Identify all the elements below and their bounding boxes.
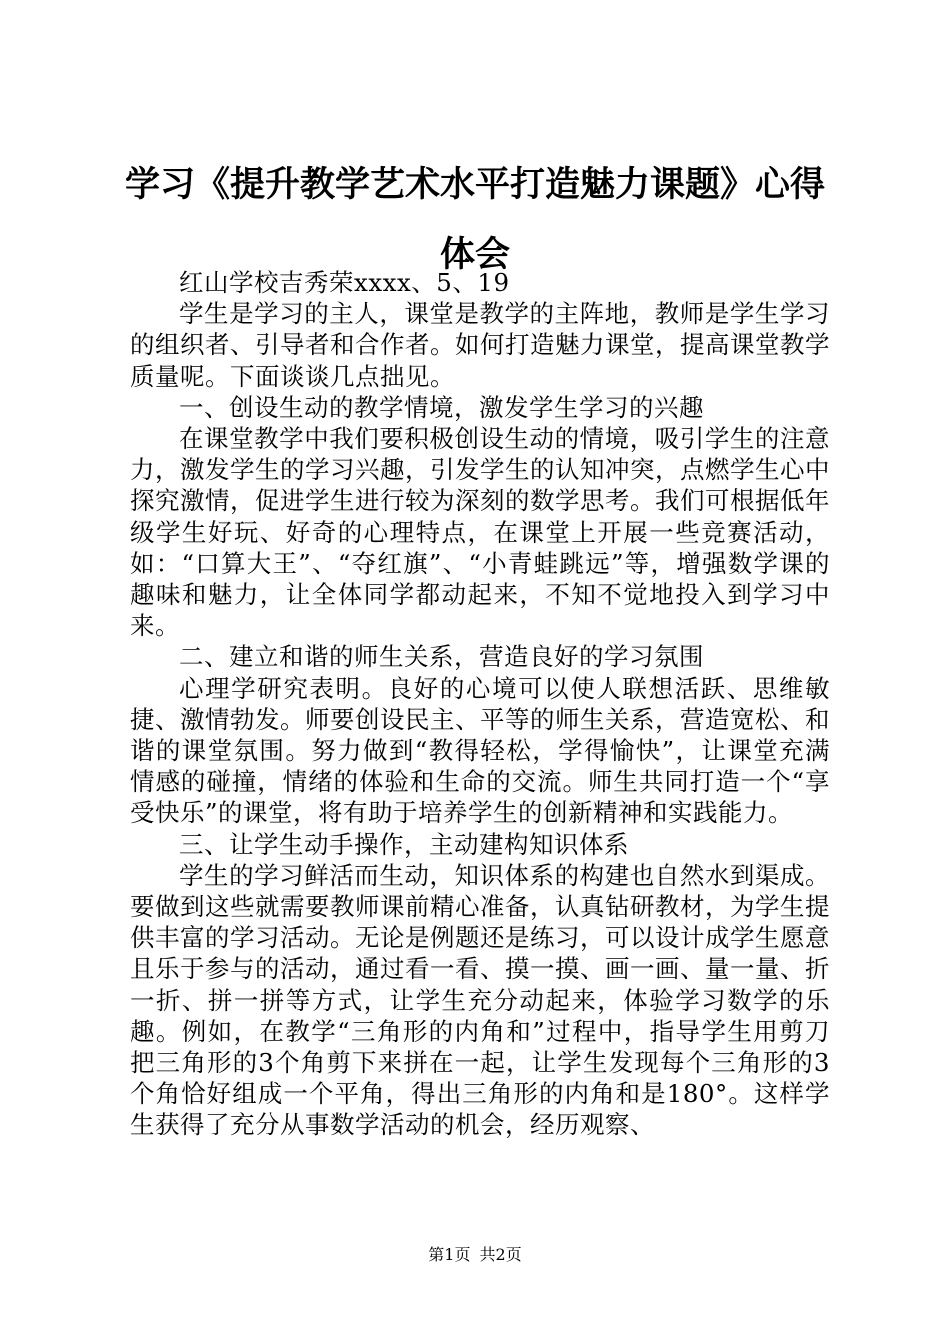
section-paragraph-2: 心理学研究表明。良好的心境可以使人联想活跃、思维敏捷、激情勃发。师要创设民主、平等的师生关系，营造宽松、和谐的课堂氛围。努力做到“教得轻松，学得愉快”，让课堂充满情感的碰撞，情绪的体验和生命的交流。师生共同打造一个“享受快乐”的课堂，将有助于培养学生的创新精神和实践能力。 [130, 673, 830, 828]
title-line-2: 体会 [439, 235, 510, 275]
page-footer [0, 1245, 950, 1265]
page-number: 第1页 [428, 1245, 471, 1264]
author-date-line: 红山学校吉秀荣xxxx、5、19 [179, 268, 510, 297]
section-heading-1: 一、创设生动的教学情境，激发学生学习的兴趣 [179, 392, 704, 422]
section-heading-3: 三、让学生动手操作，主动建构知识体系 [179, 829, 629, 859]
page-total: 共2页 [479, 1245, 522, 1264]
section-paragraph-1: 在课堂教学中我们要积极创设生动的情境，吸引学生的注意力，激发学生的学习兴趣，引发学生的认知冲突，点燃学生心中探究激情，促进学生进行较为深刻的数学思考。我们可根据低年级学生好玩、好奇的心理特点，在课堂上开展一些竞赛活动，如：“口算大王”、“夺红旗”、“小青蛙跳远”等，增强数学课的趣味和魅力，让全体同学都动起来，不知不觉地投入到学习中来。 [130, 424, 830, 641]
intro-paragraph: 学生是学习的主人，课堂是教学的主阵地，教师是学生学习的组织者、引导者和合作者。如何打造魅力课堂，提高课堂教学质量呢。下面谈谈几点拙见。 [130, 299, 830, 391]
section-heading-2: 二、建立和谐的师生关系，营造良好的学习氛围 [179, 642, 704, 672]
document-body [130, 267, 830, 1141]
section-paragraph-3: 学生的学习鲜活而生动，知识体系的构建也自然水到渠成。要做到这些就需要教师课前精心准备，认真钻研教材，为学生提供丰富的学习活动。无论是例题还是练习，可以设计成学生愿意且乐于参与的活动，通过看一看、摸一摸、画一画、量一量、折一折、拼一拼等方式，让学生充分动起来，体验学习数学的乐趣。例如，在教学“三角形的内角和”过程中，指导学生用剪刀把三角形的3个角剪下来拼在一起，让学生发现每个三角形的3个角恰好组成一个平角，得出三角形的内角和是180°。这样学生获得了充分从事数学活动的机会，经历观察、 [130, 860, 830, 1140]
title-line-1: 学习《提升教学艺术水平打造魅力课题》心得 [124, 165, 825, 205]
